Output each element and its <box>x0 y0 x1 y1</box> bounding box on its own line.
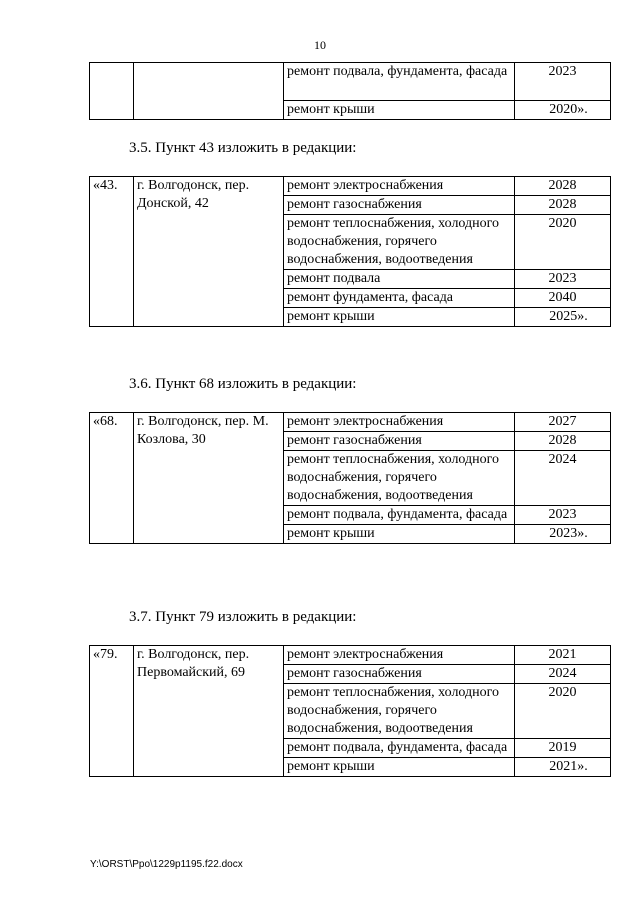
address-cell <box>134 63 284 120</box>
year-cell: 2027 <box>515 413 611 432</box>
year-value: 2025». <box>549 309 588 324</box>
section-heading: 3.5. Пункт 43 изложить в редакции: <box>129 140 357 156</box>
work-cell: ремонт газоснабжения <box>284 665 515 684</box>
address-cell: г. Волгодонск, пер. Первомайский, 69 <box>134 646 284 777</box>
work-cell: ремонт крыши <box>284 308 515 327</box>
work-cell: ремонт теплоснабжения, холодного водоснабжения, горячего водоснабжения, водоотведения <box>284 451 515 506</box>
number-cell: «79. <box>90 646 134 777</box>
section-table-68 <box>89 412 611 544</box>
year-cell <box>515 525 611 544</box>
year-cell: 2024 <box>515 451 611 506</box>
work-cell: ремонт электроснабжения <box>284 413 515 432</box>
year-cell <box>515 101 611 120</box>
section-heading: 3.6. Пункт 68 изложить в редакции: <box>129 376 357 392</box>
year-cell: 2028 <box>515 432 611 451</box>
year-value: 2023». <box>549 526 588 541</box>
year-cell <box>515 308 611 327</box>
work-cell: ремонт электроснабжения <box>284 646 515 665</box>
table-row <box>90 413 611 432</box>
year-value: 2021». <box>549 759 588 774</box>
year-cell <box>515 758 611 777</box>
number-cell <box>90 63 134 120</box>
number-cell: «68. <box>90 413 134 544</box>
year-cell: 2020 <box>515 684 611 739</box>
page-number: 10 <box>314 38 326 52</box>
table-row <box>90 177 611 196</box>
year-cell: 2023 <box>515 270 611 289</box>
address-cell: г. Волгодонск, пер. М. Козлова, 30 <box>134 413 284 544</box>
table-row <box>90 63 611 101</box>
year-cell: 2021 <box>515 646 611 665</box>
year-cell: 2023 <box>515 506 611 525</box>
section-table-79 <box>89 645 611 777</box>
work-cell: ремонт крыши <box>284 525 515 544</box>
work-cell: ремонт теплоснабжения, холодного водоснабжения, горячего водоснабжения, водоотведения <box>284 215 515 270</box>
year-cell: 2028 <box>515 196 611 215</box>
year-cell: 2040 <box>515 289 611 308</box>
work-cell: ремонт крыши <box>284 101 515 120</box>
work-cell: ремонт фундамента, фасада <box>284 289 515 308</box>
year-value: 2020». <box>549 102 588 117</box>
table-row <box>90 646 611 665</box>
work-cell: ремонт газоснабжения <box>284 432 515 451</box>
year-cell: 2028 <box>515 177 611 196</box>
number-cell: «43. <box>90 177 134 327</box>
year-cell: 2023 <box>515 63 611 101</box>
work-cell: ремонт теплоснабжения, холодного водоснабжения, горячего водоснабжения, водоотведения <box>284 684 515 739</box>
work-cell: ремонт крыши <box>284 758 515 777</box>
year-cell: 2024 <box>515 665 611 684</box>
work-cell: ремонт подвала, фундамента, фасада <box>284 506 515 525</box>
work-cell: ремонт электроснабжения <box>284 177 515 196</box>
year-cell: 2019 <box>515 739 611 758</box>
continuation-table <box>89 62 611 120</box>
section-heading: 3.7. Пункт 79 изложить в редакции: <box>129 609 357 625</box>
work-cell: ремонт подвала, фундамента, фасада <box>284 63 515 101</box>
work-cell: ремонт газоснабжения <box>284 196 515 215</box>
section-table-43 <box>89 176 611 327</box>
work-cell: ремонт подвала <box>284 270 515 289</box>
work-cell: ремонт подвала, фундамента, фасада <box>284 739 515 758</box>
address-cell: г. Волгодонск, пер. Донской, 42 <box>134 177 284 327</box>
file-path-footer: Y:\ORST\Ppo\1229p1195.f22.docx <box>90 859 243 870</box>
year-cell: 2020 <box>515 215 611 270</box>
